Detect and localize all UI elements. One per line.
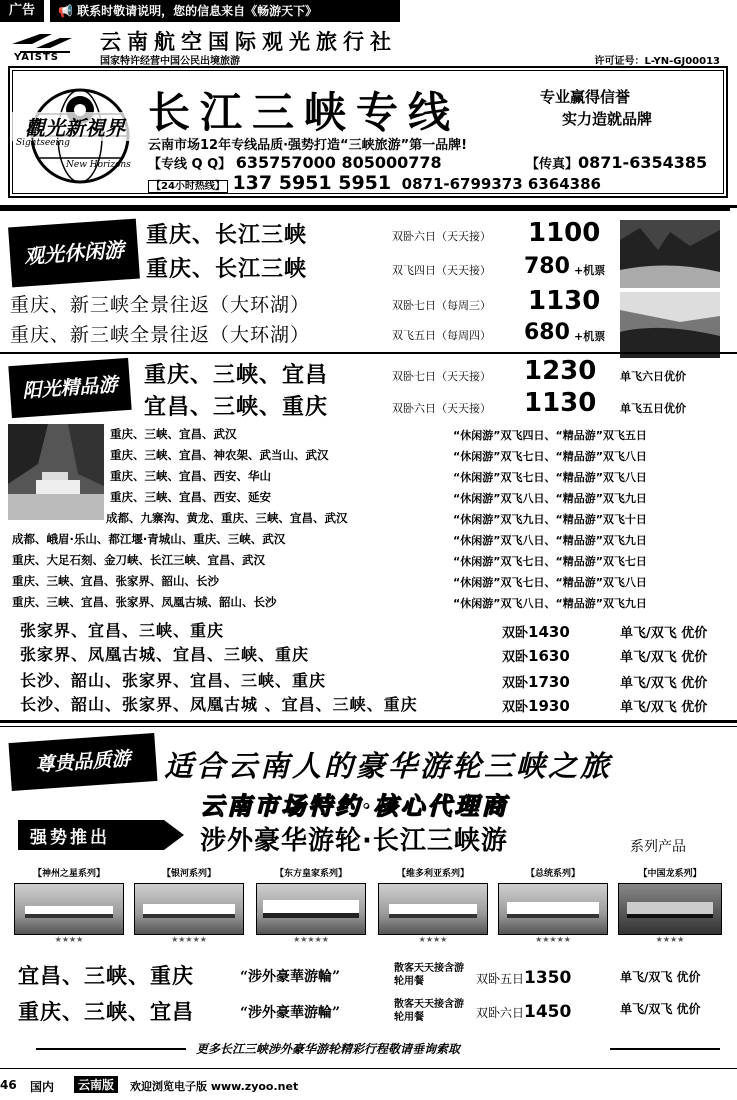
cruise-ship-photo (378, 883, 488, 935)
zj-price-group (502, 696, 570, 715)
combo-plan: “休闲游”双飞七日、“精品游”双飞八日 (453, 576, 647, 589)
footer-text: 欢迎浏览电子版 www.zyoo.net (130, 1080, 299, 1093)
boutique-days: 双卧六日（天天接） (392, 402, 491, 415)
zj-note: 单飞/双飞 优价 (620, 650, 708, 665)
zj-note: 单飞/双飞 优价 (620, 626, 708, 641)
fax-label: 【传真】 (526, 157, 579, 172)
combo-plan: “休闲游”双飞七日、“精品游”双飞七日 (453, 555, 647, 568)
cruise-price: 1450 (524, 1002, 572, 1022)
luxury-headline: 适合云南人的豪华游轮三峡之旅 (164, 749, 613, 783)
globe-logo-en-2: New Horizons (66, 160, 131, 170)
cruise-days: 双卧六日 (476, 1006, 525, 1020)
leisure-route: 重庆、长江三峡 (146, 223, 308, 248)
series-stars: ★★★★★ (535, 935, 571, 944)
boutique-route: 宜昌、三峡、重庆 (144, 395, 329, 420)
zj-price-group (502, 646, 570, 665)
logo-text: YAISTS (14, 52, 59, 63)
fax-number: 0871-6354385 (578, 153, 708, 172)
zj-days: 双卧 (502, 676, 529, 691)
leisure-badge: 观光休闲游 (8, 219, 140, 288)
globe-logo-en-1: Sightseeing (16, 138, 70, 148)
section-divider (0, 352, 737, 354)
hotline-mobile: 137 5951 5951 (232, 172, 392, 194)
series-card (134, 866, 244, 944)
combo-route: 重庆、三峡、宜昌、神农架、武当山、武汉 (110, 448, 329, 462)
ad-label: 广告 (0, 0, 44, 22)
boutique-price: 1130 (524, 388, 597, 418)
license-scope: 国家特许经营中国公民出境旅游 (100, 56, 240, 67)
series-stars: ★★★★ (54, 935, 84, 944)
luxury-sub: 云南市场特约·核心代理商 (200, 791, 509, 820)
combo-plan: “休闲游”双飞七日、“精品游”双飞八日 (453, 450, 647, 463)
boutique-route: 重庆、三峡、宜昌 (144, 363, 329, 388)
cruise-ship-label: “涉外豪華游輪” (240, 1005, 341, 1021)
footer-section: 国内 (30, 1080, 55, 1094)
license-line (100, 52, 720, 67)
cruise-ship-label: “涉外豪華游輪” (240, 969, 341, 985)
cruise-ship-photo (134, 883, 244, 935)
combo-plan: “休闲游”双飞八日、“精品游”双飞九日 (453, 492, 647, 505)
slogan-line-1: 专业赢得信誉 (540, 88, 631, 106)
combo-route: 重庆、三峡、宜昌、西安、延安 (110, 490, 271, 504)
boutique-extra: 单飞五日优价 (620, 402, 686, 415)
cruise-ship-photo (256, 883, 366, 935)
boutique-days: 双卧七日（天天接） (392, 370, 491, 383)
leisure-price: 680 (524, 320, 570, 345)
boutique-badge: 阳光精品游 (8, 358, 131, 418)
cruise-price-group (476, 1002, 571, 1022)
zj-price: 1930 (528, 697, 570, 715)
combo-route: 成都、九寨沟、黄龙、重庆、三峡、宜昌、武汉 (106, 511, 348, 525)
cruise-ship-photo (14, 883, 124, 935)
leisure-price: 1100 (528, 218, 601, 248)
boutique-price: 1230 (524, 356, 597, 386)
zj-price: 1730 (528, 673, 570, 691)
leisure-route: 重庆、新三峡全景往返（大环湖） (10, 324, 311, 346)
cruise-meal: 散客天天接含游轮用餐 (394, 963, 464, 987)
cruise-price-group (476, 968, 571, 988)
combo-route: 重庆、三峡、宜昌、西安、华山 (110, 469, 271, 483)
boutique-extra: 单飞六日优价 (620, 370, 686, 383)
notice-text: 联系时敬请说明，您的信息来自《畅游天下》 (77, 4, 318, 18)
product-title: 涉外豪华游轮·长江三峡游 (200, 826, 508, 856)
closing-rule-left (36, 1048, 186, 1050)
leisure-days: 双飞五日（每周四） (392, 329, 491, 342)
cruise-note: 单飞/双飞 优价 (620, 970, 701, 984)
series-label: 【东方皇家系列】 (274, 869, 347, 879)
series-stars: ★★★★ (655, 935, 685, 944)
series-card (14, 866, 124, 944)
zj-days: 双卧 (502, 650, 529, 665)
combo-route: 重庆、大足石刻、金刀峡、长江三峡、宜昌、武汉 (12, 553, 265, 567)
combo-plan: “休闲游”双飞四日、“精品游”双飞五日 (453, 429, 647, 442)
leisure-days: 双卧六日（天天接） (392, 230, 491, 243)
strong-label: 强势推出 (30, 828, 110, 848)
combo-plan: “休闲游”双飞八日、“精品游”双飞九日 (453, 597, 647, 610)
section-divider-2 (0, 726, 737, 727)
cruise-route: 宜昌、三峡、重庆 (18, 964, 194, 988)
series-stars: ★★★★★ (171, 935, 207, 944)
zj-route: 张家界、宜昌、三峡、重庆 (20, 621, 225, 640)
tagline: 云南市场12年专线品质·强势打造“三峡旅游”第一品牌! (148, 138, 468, 153)
section-divider (0, 720, 737, 723)
zj-route: 长沙、韶山、张家界、宜昌、三峡、重庆 (20, 671, 327, 690)
product-suffix: 系列产品 (630, 839, 686, 855)
series-label: 【中国龙系列】 (638, 869, 702, 879)
combo-route: 重庆、三峡、宜昌、张家界、韶山、长沙 (12, 574, 219, 588)
cruise-ship-photo (618, 883, 722, 935)
gorge-photo (620, 220, 720, 288)
license-number: 许可证号：L-YN-GJ00013 (594, 56, 720, 67)
closing-text: 更多长江三峡涉外豪华游轮精彩行程敬请垂询索取 (196, 1042, 461, 1056)
page-number: 46 (0, 1078, 17, 1092)
series-stars: ★★★★ (418, 935, 448, 944)
river-boat-photo (8, 424, 104, 520)
series-grid (14, 866, 724, 966)
section-divider-2 (0, 208, 730, 211)
slogan-line-2: 实力造就品牌 (562, 110, 653, 128)
contact-qq-fax (148, 153, 708, 172)
series-label: 【维多利亚系列】 (396, 869, 469, 879)
luxury-badge: 尊贵品质游 (9, 733, 158, 791)
qq-label: 【专线 Q Q】 (148, 157, 232, 172)
closing-rule-right (610, 1048, 720, 1050)
series-label: 【总统系列】 (525, 869, 580, 879)
cruise-note: 单飞/双飞 优价 (620, 1002, 701, 1016)
zj-price: 1430 (528, 623, 570, 641)
leisure-route: 重庆、新三峡全景往返（大环湖） (10, 294, 311, 316)
cruise-ship-photo (498, 883, 608, 935)
combo-plan: “休闲游”双飞九日、“精品游”双飞十日 (453, 513, 647, 526)
hotline-label: 【24小时热线】 (148, 180, 228, 193)
leisure-price: 1130 (528, 286, 601, 316)
zj-days: 双卧 (502, 700, 529, 715)
zj-note: 单飞/双飞 优价 (620, 676, 708, 691)
zj-note: 单飞/双飞 优价 (620, 700, 708, 715)
series-card (498, 866, 608, 944)
leisure-extra: +机票 (574, 264, 606, 277)
series-stars: ★★★★★ (293, 935, 329, 944)
footer-region: 云南版 (74, 1076, 118, 1093)
leisure-days: 双卧七日（每周三） (392, 299, 491, 312)
globe-logo-text: 觀光新視界 (10, 112, 140, 141)
qq-numbers: 635757000 805000778 (235, 153, 442, 172)
leisure-route: 重庆、长江三峡 (146, 257, 308, 282)
page-title: 长江三峡专线 (148, 88, 461, 137)
cruise-meal: 散客天天接含游轮用餐 (394, 999, 464, 1023)
zj-price-group (502, 672, 570, 691)
contact-hotline (148, 172, 601, 194)
footer-rule (0, 1068, 737, 1069)
zj-route: 长沙、韶山、张家界、凤凰古城 、宜昌、三峡、重庆 (20, 695, 418, 714)
megaphone-icon: 📢 (58, 4, 78, 18)
notice-bar (50, 0, 400, 22)
combo-plan: “休闲游”双飞八日、“精品游”双飞九日 (453, 534, 647, 547)
leisure-extra: +机票 (574, 330, 606, 343)
cruise-route: 重庆、三峡、宜昌 (18, 1000, 194, 1024)
series-card (618, 866, 722, 944)
company-name: 云南航空国际观光旅行社 (100, 29, 397, 54)
series-card (256, 866, 366, 944)
zj-price-group (502, 622, 570, 641)
zj-route: 张家界、凤凰古城、宜昌、三峡、重庆 (20, 645, 310, 664)
cruise-price: 1350 (524, 968, 572, 988)
series-card (378, 866, 488, 944)
series-label: 【神州之星系列】 (32, 869, 105, 879)
series-label: 【银河系列】 (161, 869, 216, 879)
hotline-phones: 0871-6799373 6364386 (401, 175, 601, 193)
combo-plan: “休闲游”双飞七日、“精品游”双飞八日 (453, 471, 647, 484)
combo-route: 重庆、三峡、宜昌、武汉 (110, 427, 237, 441)
cruise-days: 双卧五日 (476, 972, 525, 986)
leisure-price: 780 (524, 254, 570, 279)
leisure-days: 双飞四日（天天接） (392, 264, 491, 277)
gorge-photo-2 (620, 292, 720, 358)
zj-days: 双卧 (502, 626, 529, 641)
combo-route: 重庆、三峡、宜昌、张家界、凤凰古城、韶山、长沙 (12, 595, 277, 609)
zj-price: 1630 (528, 647, 570, 665)
combo-route: 成都、峨眉·乐山、都江堰·青城山、重庆、三峡、武汉 (12, 532, 286, 546)
